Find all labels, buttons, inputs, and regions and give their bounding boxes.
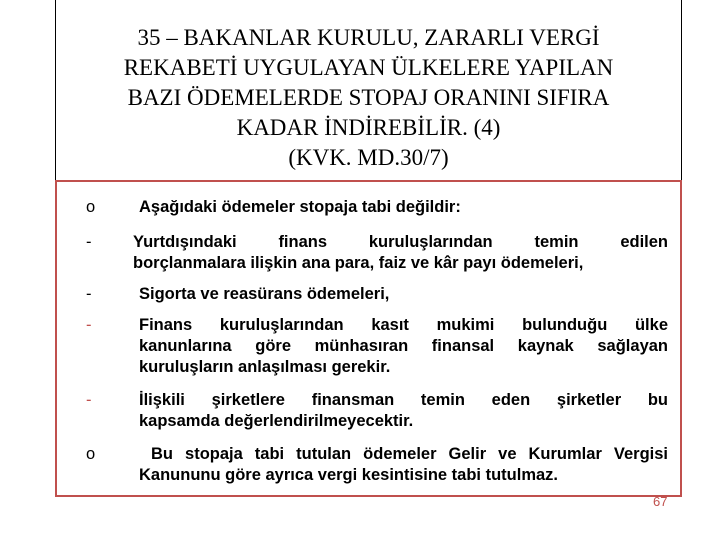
title-line-4: KADAR İNDİREBİLİR. (4)	[236, 115, 501, 140]
title-line-2: REKABETİ UYGULAYAN ÜLKELERE YAPILAN	[123, 55, 614, 80]
text-line: kapsamda değerlendirilmeyecektir.	[139, 412, 414, 430]
circle-bullet: o	[86, 445, 96, 463]
title-line-3: BAZI ÖDEMELERDE STOPAJ ORANINI SIFIRA	[127, 85, 610, 110]
text-line: borçlanmalara ilişkin ana para, faiz ve kâr payı ödemeleri,	[133, 254, 584, 272]
dash-bullet: -	[86, 233, 92, 251]
list-item-text	[139, 284, 668, 305]
text-line: kuruluşların anlaşılması gerekir.	[139, 358, 391, 376]
list-item-text	[133, 232, 668, 274]
list-item-text	[139, 197, 668, 218]
list-item-text	[139, 390, 668, 432]
list-item-text	[139, 315, 668, 378]
dash-bullet: -	[86, 391, 92, 409]
content-box	[55, 180, 682, 497]
text-line: Bu stopaja tabi tutulan ödemeler Gelir ve Kurumlar Vergisi	[139, 445, 668, 463]
text-line: Aşağıdaki ödemeler stopaja tabi değildir:	[139, 198, 461, 216]
circle-bullet: o	[86, 198, 96, 216]
text-line: Yurtdışındaki finans kuruluşlarından temin edilen	[133, 233, 668, 251]
page-number: 67	[653, 494, 668, 509]
text-line: kanunlarına göre münhasıran finansal kaynak sağlayan	[139, 337, 668, 355]
list-item-text	[139, 444, 668, 486]
text-line: Sigorta ve reasürans ödemeleri,	[139, 285, 390, 303]
dash-bullet: -	[86, 316, 92, 334]
text-line: İlişkili şirketlere finansman temin eden şirketler bu	[139, 391, 668, 409]
dash-bullet: -	[86, 285, 92, 303]
title-line-1: 35 – BAKANLAR KURULU, ZARARLI VERGİ	[137, 25, 600, 50]
text-line: Finans kuruluşlarından kasıt mukimi bulunduğu ülke	[139, 316, 668, 334]
title-line-5: (KVK. MD.30/7)	[288, 145, 449, 170]
slide-title	[55, 0, 682, 182]
text-line: Kanununu göre ayrıca vergi kesintisine tabi tutulmaz.	[139, 466, 559, 484]
